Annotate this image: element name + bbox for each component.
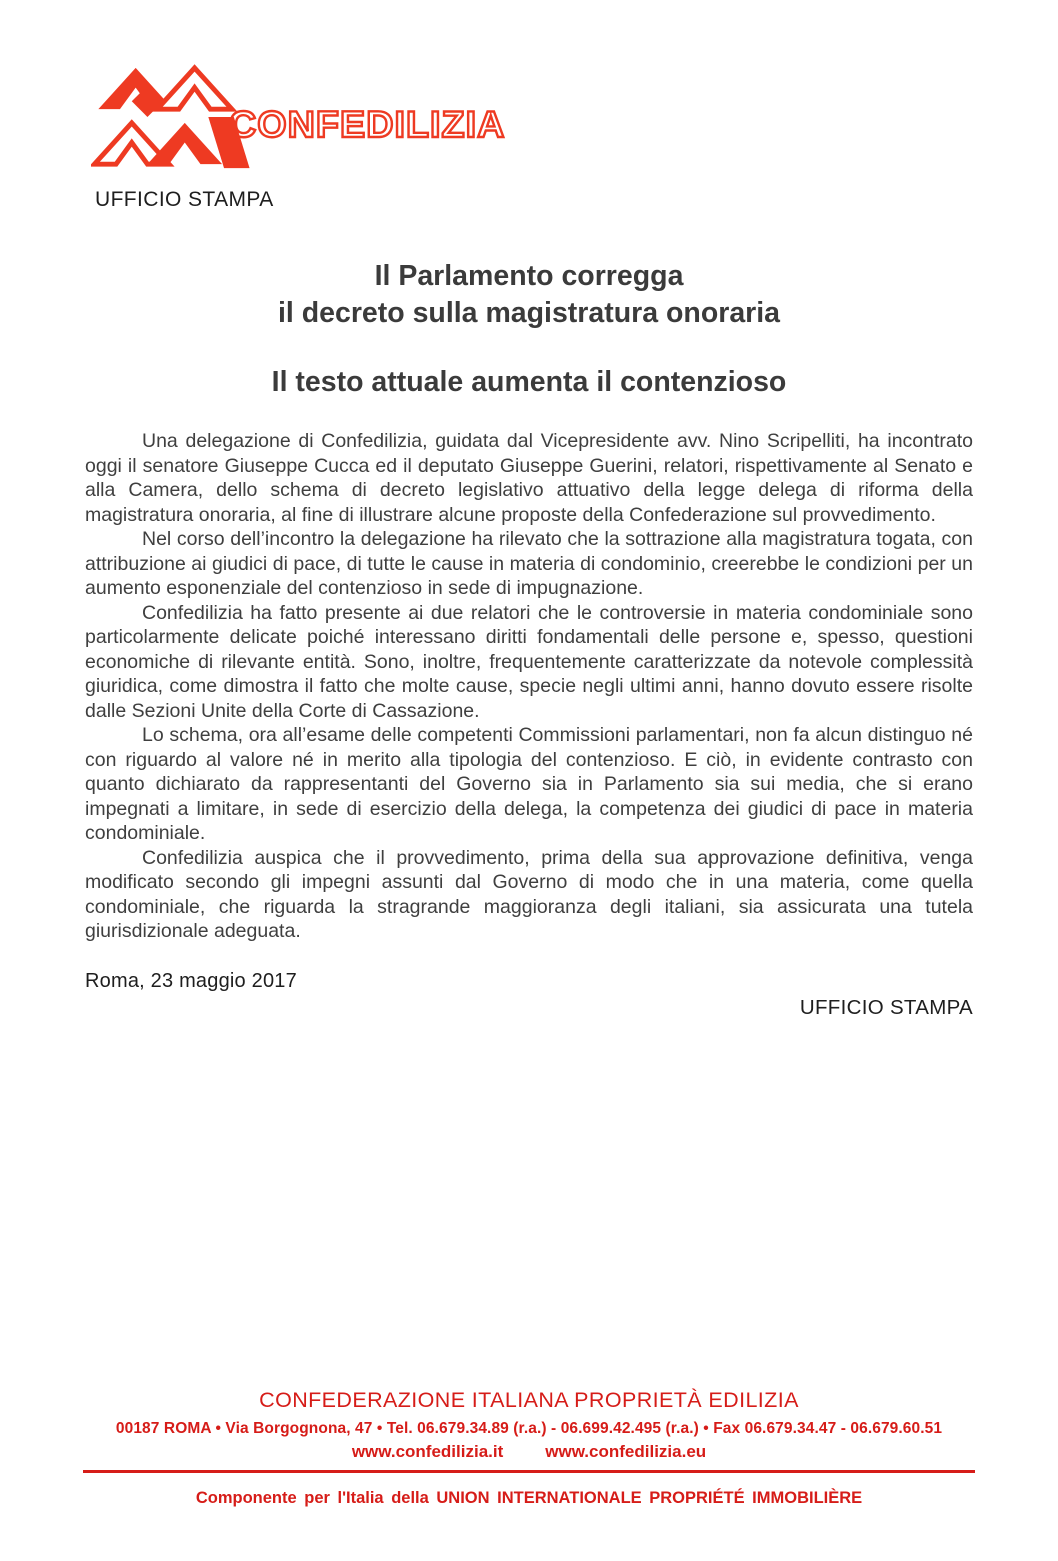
footer-websites — [0, 1442, 1058, 1462]
press-release-page — [0, 64, 1058, 1561]
paragraph-1: Una delegazione di Confedilizia, guidata dal Vicepresidente avv. Nino Scripelliti, ha incontrato oggi il senatore Giuseppe Cucca ed il deputato Giuseppe Guerini, relatori, rispettivamente al Senato e alla Camera, dello schema di decreto legislativo attuativo della legge delega di riforma della magistratura onoraria, al fine di illustrare alcune proposte della Confederazione sul provvedimento. — [85, 430, 973, 526]
body-text — [85, 429, 973, 944]
footer-membership-line: Componente per l'Italia della UNION INTERNATIONALE PROPRIÉTÉ IMMOBILIÈRE — [195, 1489, 863, 1507]
confedilizia-logo — [91, 64, 973, 172]
press-office-label: UFFICIO STAMPA — [95, 188, 274, 211]
main-title-line2: il decreto sulla magistratura onoraria — [277, 297, 781, 329]
paragraph-2: Nel corso dell’incontro la delegazione ha rilevato che la sottrazione alla magistratura togata, con attribuzione ai giudici di pace, di tutte le cause in materia di condominio, creerebbe le condizioni per un aumento esponenziale del contenzioso in sede di impugnazione. — [85, 528, 973, 599]
subtitle: Il testo attuale aumenta il contenzioso — [271, 366, 787, 398]
main-title — [85, 258, 973, 332]
footer-divider-rule — [83, 1470, 975, 1473]
signature-press-office: UFFICIO STAMPA — [799, 995, 973, 1019]
footer-address-line: 00187 ROMA • Via Borgognona, 47 • Tel. 06.679.34.89 (r.a.) - 06.699.42.495 (r.a.) • Fax 06.679.34.47 - 06.679.60.51 — [115, 1420, 943, 1437]
footer — [0, 1388, 1058, 1508]
paragraph-3: Confedilizia ha fatto presente ai due relatori che le controversie in materia condominiale sono particolarmente delicate poiché interessano diritti fondamentali delle persone e, spesso, questioni economiche di rilevante entità. Sono, inoltre, frequentemente caratterizzate da notevole complessità giuridica, come dimostra il fatto che molte cause, specie negli ultimi anni, hanno dovuto essere risolte dalle Sezioni Unite della Corte di Cassazione. — [85, 601, 973, 722]
footer-org-name: CONFEDERAZIONE ITALIANA PROPRIETÀ EDILIZIA — [259, 1388, 799, 1412]
footer-website-eu: www.confedilizia.eu — [545, 1442, 707, 1461]
paragraph-5: Confedilizia auspica che il provvedimento, prima della sua approvazione definitiva, venga modificato secondo gli impegni assunti dal Governo di modo che in una materia, come quella condominiale, che riguarda la stragrande maggioranza degli italiani, sia assicurata una tutela giurisdizionale adeguata. — [85, 846, 973, 942]
confedilizia-wordmark: CONFEDILIZIA — [229, 104, 506, 145]
footer-website-it: www.confedilizia.it — [351, 1442, 504, 1461]
main-title-line1: Il Parlamento corregga — [374, 260, 684, 292]
dateline: Roma, 23 maggio 2017 — [85, 969, 297, 992]
paragraph-4: Lo schema, ora all’esame delle competenti Commissioni parlamentari, non fa alcun distinguo né con riguardo al valore né in merito alla tipologia del contenzioso. E ciò, in evidente contrasto con quanto dichiarato da rappresentanti del Governo sia in Parlamento sia sui media, che si erano impegnati a limitare, in sede di esercizio della delega, la competenza dei giudici di pace in materia condominiale. — [85, 724, 973, 844]
